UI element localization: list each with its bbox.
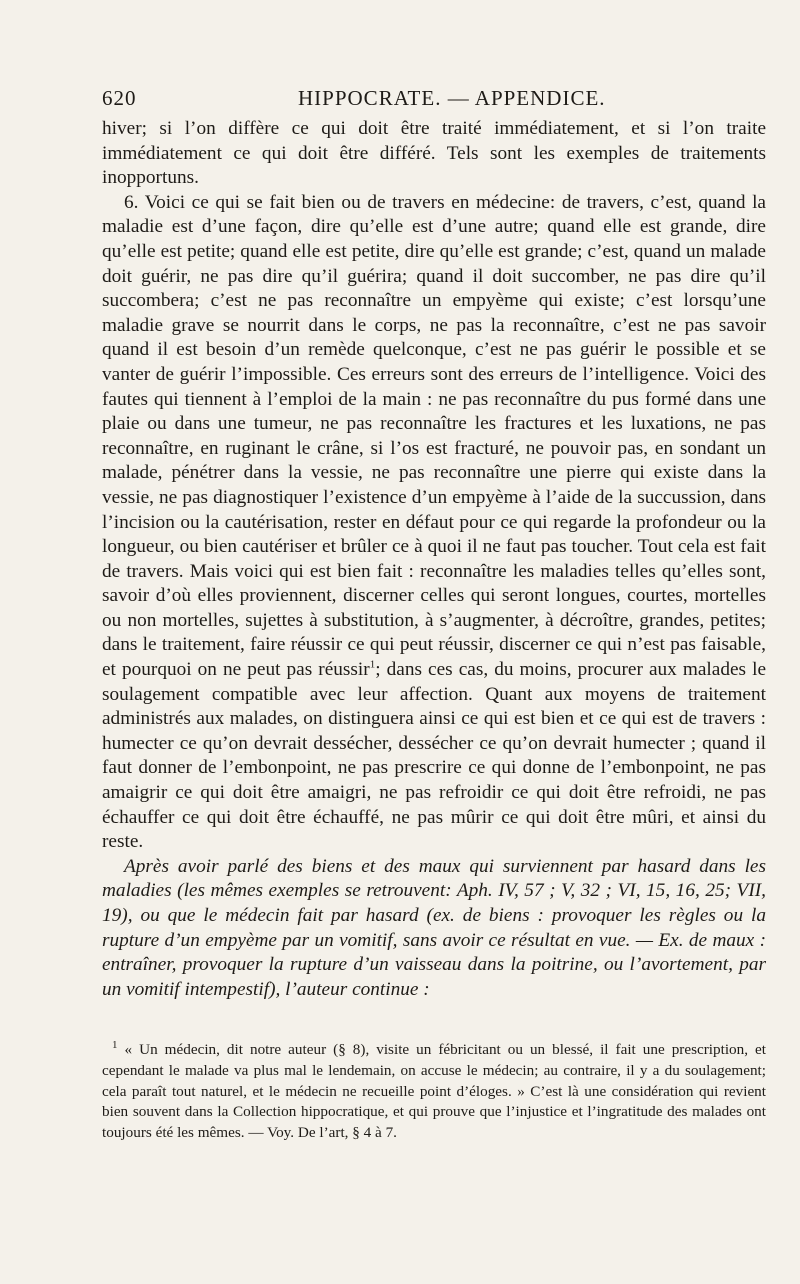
paragraph-continuation: hiver; si l’on diffère ce qui doit être traité immédiatement, et si l’on traite immédiatement ce qui doit être différé. Tels sont les exemples de traitements inopportuns.	[102, 118, 766, 189]
editorial-note-paragraph: Après avoir parlé des biens et des maux qui surviennent par hasard dans les maladies (les mêmes exemples se retrouvent: Aph. IV, 57 ; V, 32 ; VI, 15, 16, 25; VII, 19), ou que le médecin fait par hasard (ex. de biens : provoquer les règles ou la rupture d’un empyème par un vomitif, sans avoir ce résultat en vue. — Ex. de maux : entraîner, provoquer la rupture d’un vaisseau dans la poitrine, ou l’avortement, par un vomitif intempestif), l’auteur continue :	[102, 855, 766, 1000]
footnote-text: « Un médecin, dit notre auteur (§ 8), visite un fébricitant ou un blessé, il fait une prescription, et cependant le malade va plus mal le lendemain, on accuse le médecin; au contraire, il y a du soulagement; cela paraît tout naturel, et le médecin ne recueille point d’éloges. » C’est là une considération qui revient bien souvent dans la Collection hippocratique, et qui prouve que l’injustice et l’ingratitude des malades ont toujours été les mêmes. — Voy. De l’art, § 4 à 7.	[102, 1041, 767, 1141]
footnotes	[102, 1040, 766, 1143]
footnote-marker: 1	[112, 1039, 118, 1052]
page-header	[102, 86, 766, 111]
paragraph-section-6-part-1: 6. Voici ce qui se fait bien ou de travers en médecine: de travers, c’est, quand la maladie est d’une façon, dire qu’elle est d’une autre; quand elle est grande, dire qu’elle est petite; quand elle est petite, dire qu’elle est grande; c’est, quand un malade doit guérir, ne pas dire qu’il guérira; quand il doit succomber, ne pas dire qu’il succombera; c’est ne pas reconnaître un empyème qui existe; c’est lorsqu’une maladie grave se nourrit dans le corps, ne pas la reconnaître, c’est ne pas savoir quand il est besoin d’un remède quelconque, c’est ne pas guérir le possible et se vanter de guérir l’impossible. Ces erreurs sont des erreurs de l’intelligence. Voici des fautes qui tiennent à l’emploi de la main : ne pas reconnaître du pus formé dans une plaie ou dans une tumeur, ne pas reconnaître les fractures et les luxations, ne pas reconnaître, en ruginant le crâne, si l’os est fracturé, ne pouvoir pas, en sondant un malade, pénétrer dans la vessie, ne pas reconnaître une pierre qui existe dans la vessie, ne pas diagnostiquer l’existence d’un empyème à l’aide de la succussion, dans l’incision ou la cautérisation, rester en défaut pour ce qui regarde la profondeur ou la longueur, ou bien cautériser et brûler ce à quoi il ne faut pas toucher. Tout cela est fait de travers. Mais voici qui est bien fait : reconnaître les maladies telles qu’elles sont, savoir d’où elles proviennent, discerner celles qui seront longues, courtes, mortelles ou non mortelles, sujettes à substitution, à s’augmenter, à décroître, grandes, petites; dans le traitement, faire réussir ce qui peut réussir, discerner ce qui n’est pas faisable, et pourquoi on ne peut pas réussir	[102, 191, 766, 681]
running-title: HIPPOCRATE. — APPENDICE.	[298, 86, 606, 110]
paragraph-section-6-part-2: ; dans ces cas, du moins, procurer aux malades le soulagement compatible avec leur affection. Quant aux moyens de traitement administrés aux malades, on distinguera ainsi ce qui est bien et ce qui est de travers : humecter ce qu’on devrait dessécher, dessécher ce qu’on devrait humecter ; quand il faut donner de l’embonpoint, ne pas prescrire ce qui donne de l’embonpoint, ne pas amaigrir ce qui doit être amaigri, ne pas refroidir ce qui doit être refroidi, ne pas échauffer ce qui doit être échauffé, ne pas mûrir ce qui doit être mûri, et ainsi du reste.	[102, 659, 766, 853]
footnote-reference: 1	[369, 658, 376, 671]
body-text	[102, 117, 766, 1002]
paragraph-section-6	[102, 191, 766, 855]
page-number: 620	[102, 86, 137, 110]
footnote-1	[102, 1040, 766, 1143]
